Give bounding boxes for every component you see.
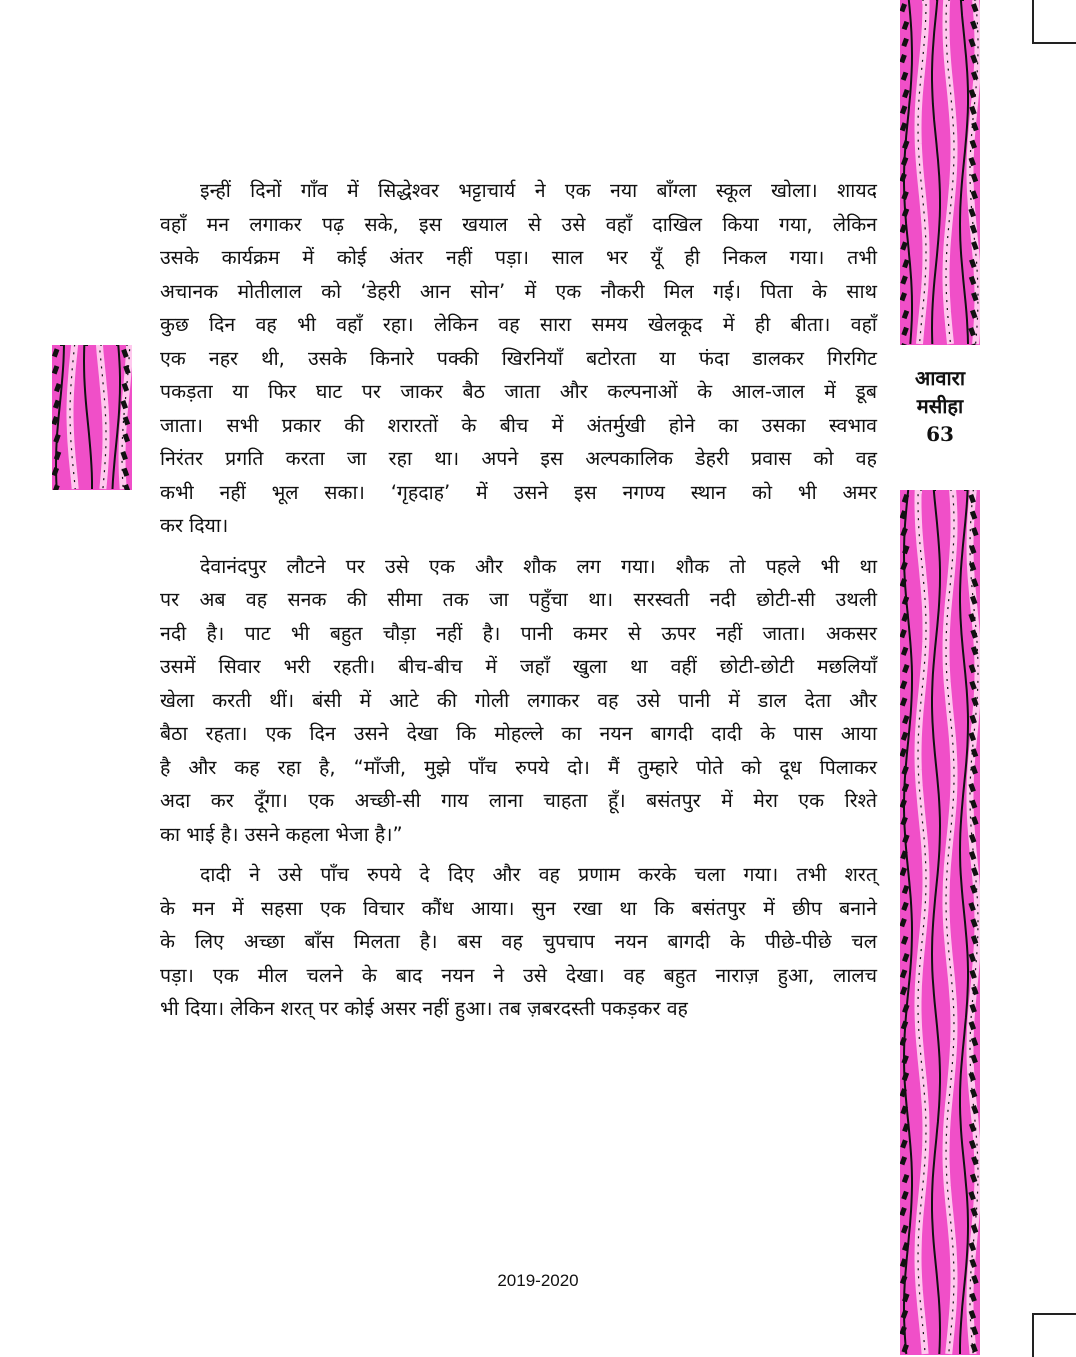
- text-line: उसके कार्यक्रम में कोई अंतर नहीं पड़ा। साल भर यूँ ही निकल गया। तभी: [160, 246, 877, 269]
- text-line: कभी नहीं भूल सका। ‘गृहदाह’ में उसने इस नगण्य स्थान को भी अमर: [160, 480, 877, 504]
- text-line: अचानक मोतीलाल को ‘डेहरी आन सोन’ में एक नौकरी मिल गई। पिता के साथ: [160, 279, 877, 303]
- paragraph: [160, 174, 877, 543]
- crop-mark-top: [1032, 0, 1076, 44]
- text-line: निरंतर प्रगति करता जा रहा था। अपने इस अल्पकालिक डेहरी प्रवास को वह: [160, 447, 877, 470]
- text-line: के मन में सहसा एक विचार कौंध आया। सुन रखा था कि बसंतपुर में छीप बनाने: [160, 896, 877, 920]
- text-line: बैठा रहता। एक दिन उसने देखा कि मोहल्ले का नयन बागदी दादी के पास आया: [160, 722, 877, 745]
- text-line: पर अब वह सनक की सीमा तक जा पहुँचा था। सरस्वती नदी छोटी-सी उथली: [160, 588, 877, 611]
- text-line: खेला करती थीं। बंसी में आटे की गोली लगाकर वह उसे पानी में डाल देता और: [160, 688, 877, 712]
- book-title-line-1: आवारा: [914, 366, 966, 390]
- text-line: कर दिया।: [160, 514, 229, 537]
- text-line: पकड़ता या फिर घाट पर जाकर बैठ जाता और कल्पनाओं के आल-जाल में डूब: [160, 380, 877, 403]
- crop-mark-bottom: [1032, 1313, 1076, 1357]
- decorative-border-right: [900, 490, 980, 1355]
- decorative-border-top: [900, 0, 980, 345]
- footer-year: 2019-2020: [497, 1271, 579, 1290]
- text-line: वहाँ मन लगाकर पढ़ सके, इस खयाल से उसे वहाँ दाखिल किया गया, लेकिन: [160, 212, 877, 236]
- text-line: पड़ा। एक मील चलने के बाद नयन ने उसे देखा। वह बहुत नाराज़ हुआ, लालच: [160, 963, 877, 987]
- text-line: दादी ने उसे पाँच रुपये दे दिए और वह प्रणाम करके चला गया। तभी शरत्: [200, 863, 877, 886]
- paragraph: [160, 550, 877, 852]
- text-line: का भाई है। उसने कहला भेजा है।”: [160, 822, 403, 846]
- decorative-border-left: [52, 345, 132, 490]
- paragraph: [160, 858, 877, 1026]
- text-line: कुछ दिन वह भी वहाँ रहा। लेकिन वह सारा समय खेलकूद में ही बीता। वहाँ: [160, 313, 877, 336]
- page-number: 63: [926, 422, 954, 446]
- text-line: एक नहर थी, उसके किनारे पक्की खिरनियाँ बटोरता या फंदा डालकर गिरगिट: [160, 346, 877, 370]
- body-text: [160, 174, 877, 1033]
- text-line: नदी है। पाट भी बहुत चौड़ा नहीं है। पानी कमर से ऊपर नहीं जाता। अकसर: [160, 621, 877, 645]
- book-title-line-2: मसीहा: [916, 394, 964, 418]
- text-line: उसमें सिवार भरी रहती। बीच-बीच में जहाँ खुला था वहीं छोटी-छोटी मछलियाँ: [160, 655, 877, 678]
- text-line: इन्हीं दिनों गाँव में सिद्धेश्वर भट्टाचार्य ने एक नया बाँग्ला स्कूल खोला। शायद: [200, 179, 877, 202]
- text-line: के लिए अच्छा बाँस मिलता है। बस वह चुपचाप नयन बागदी के पीछे-पीछे चल: [160, 930, 877, 953]
- text-line: जाता। सभी प्रकार की शरारतों के बीच में अंतर्मुखी होने का उसका स्वभाव: [160, 413, 877, 437]
- text-line: भी दिया। लेकिन शरत् पर कोई असर नहीं हुआ। तब ज़बरदस्ती पकड़कर वह: [160, 997, 688, 1020]
- text-line: देवानंदपुर लौटने पर उसे एक और शौक लग गया। शौक तो पहले भी था: [200, 554, 877, 578]
- text-line: है और कह रहा है, “माँजी, मुझे पाँच रुपये दो। मैं तुम्हारे पोते को दूध पिलाकर: [160, 755, 877, 779]
- running-head: [905, 364, 975, 448]
- text-line: अदा कर दूँगा। एक अच्छी-सी गाय लाना चाहता हूँ। बसंतपुर में मेरा एक रिश्ते: [160, 789, 877, 812]
